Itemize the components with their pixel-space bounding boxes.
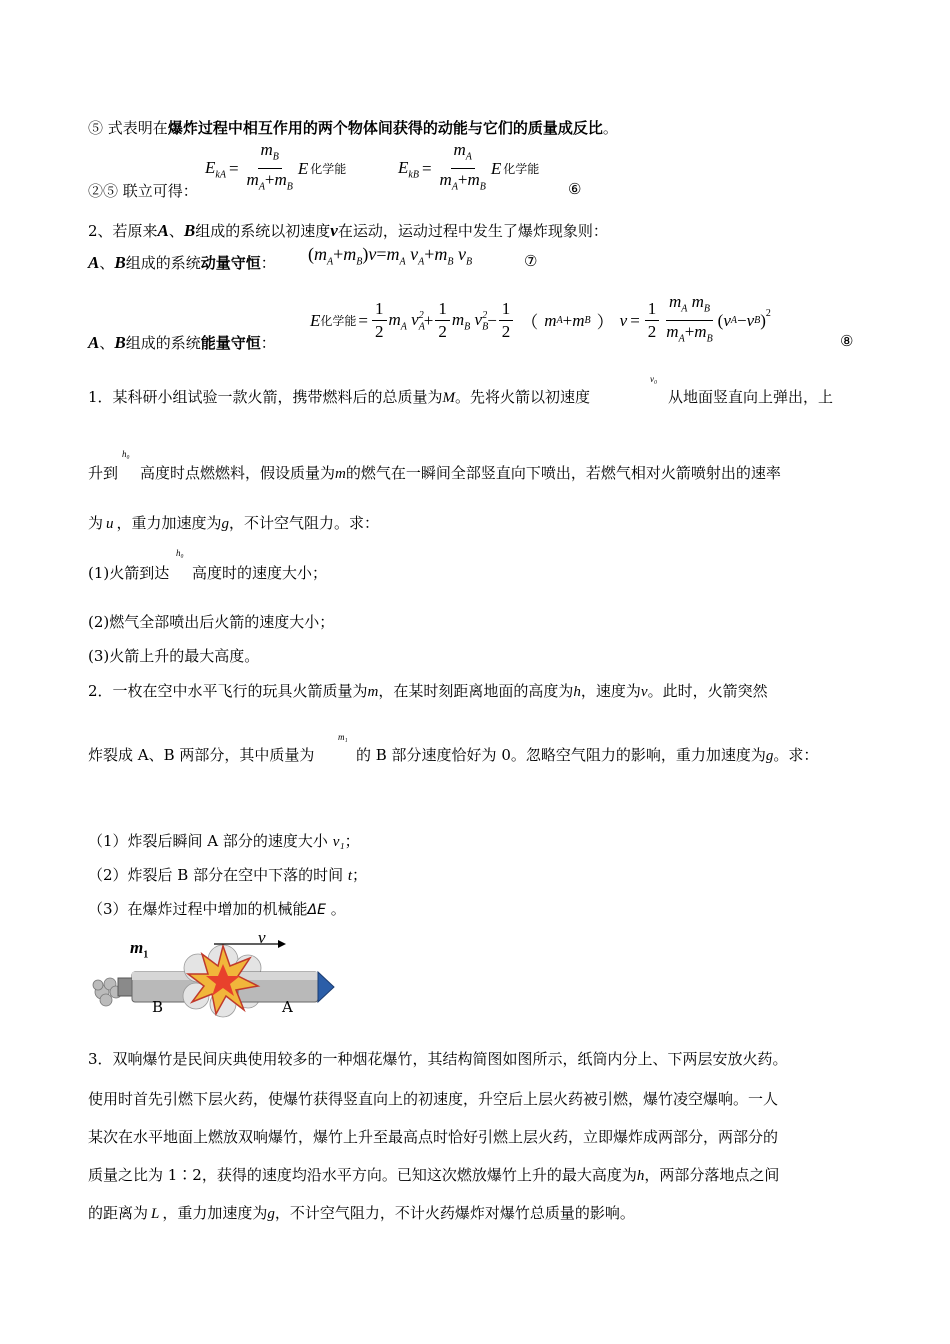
- energy-line: A、B组成的系统能量守恒：: [88, 333, 276, 352]
- q1-sub1: (1)火箭到达: [88, 564, 170, 582]
- q2-sub1: （1）炸裂后瞬间 A 部分的速度大小 v₁；: [88, 832, 360, 850]
- q1-h0: h₀: [122, 449, 130, 459]
- rocket-explosion-illustration: [88, 930, 348, 1020]
- q1-line1: 1．某科研小组试验一款火箭，携带燃料后的总质量为M。先将火箭以初速度: [88, 388, 591, 406]
- fig-label-v: v: [258, 928, 266, 947]
- fig-label-A: A: [282, 998, 293, 1016]
- q1-sub1-h0: h₀: [176, 548, 184, 558]
- tag-6: ⑥: [568, 180, 582, 198]
- q1-sub1-end: 高度时的速度大小；: [192, 564, 328, 582]
- fig-label-B: B: [152, 998, 164, 1016]
- q1-sub2: (2)燃气全部喷出后火箭的速度大小；: [88, 613, 335, 631]
- combine-label: ②⑤ 联立可得：: [88, 182, 198, 200]
- q2-sub3: （3）在爆炸过程中增加的机械能ΔE 。: [88, 900, 346, 918]
- q1-line1-end: 从地面竖直向上弹出，上: [668, 388, 834, 406]
- q1-sub3: (3)火箭上升的最大高度。: [88, 647, 260, 665]
- formula-ekb: $E_{kB}$ = $\frac{m_A}{m_A+m_B}$ E 化学能: [398, 140, 540, 193]
- q1-v0: v₀: [650, 374, 658, 384]
- tag-7: ⑦: [524, 252, 538, 270]
- tag-8: ⑧: [840, 332, 854, 350]
- q2-line1: 2．一枚在空中水平飞行的玩具火箭质量为m，在某时刻距离地面的高度为h，速度为v。此时，火箭突然: [88, 682, 768, 700]
- q3-line5: 的距离为 L ，重力加速度为g，不计空气阻力，不计火药爆炸对爆竹总质量的影响。: [88, 1204, 635, 1222]
- q2-sub2: （2）炸裂后 B 部分在空中下落的时间 t；: [88, 866, 368, 884]
- formula-momentum: $(m_A+m_B)v=m_A$ $v_A+m_B$ $v_B$: [308, 244, 473, 268]
- case2-line: 2、若原来A、B组成的系统以初速度v在运动，运动过程中发生了爆炸现象则：: [88, 221, 608, 240]
- q1-line2: 升到: [88, 464, 119, 482]
- eq5-statement: ⑤ 式表明在爆炸过程中相互作用的两个物体间获得的动能与它们的质量成反比。: [88, 119, 618, 137]
- fig-label-m1: $m_1$: [130, 938, 149, 961]
- q3-line3: 某次在水平地面上燃放双响爆竹，爆竹上升至最高点时恰好引燃上层火药，立即爆炸成两部分，两部分的: [88, 1128, 779, 1146]
- q2-m1: m₁: [338, 732, 348, 742]
- q2-line2: 炸裂成 A、B 两部分，其中质量为: [88, 746, 315, 764]
- formula-eka: $E_{kA}$ = $\frac{m_B}{m_A+m_B}$ E 化学能: [205, 140, 347, 193]
- formula-energy: E 化学能 = $\frac{1}{2}$ $m_A$ $v_A^2$ + $\frac{1}{2}$ $m_B$ $v_B^2$ − $\frac{1}{2}$ （ m A + m B ） v = $\frac{1}{2}$ $\frac{m_A m_B}{m_A+m_B}$ ( v A − v B ) $^2$: [310, 292, 771, 345]
- q3-line4: 质量之比为 1∶2，获得的速度均沿水平方向。已知这次燃放爆竹上升的最大高度为h，两部分落地点之间: [88, 1166, 780, 1184]
- q1-line2-rest: 高度时点燃燃料，假设质量为m的燃气在一瞬间全部竖直向下喷出，若燃气相对火箭喷射出的速率: [140, 464, 781, 482]
- q2-line2-rest: 的 B 部分速度恰好为 0。忽略空气阻力的影响，重力加速度为g。求：: [356, 746, 819, 764]
- q3-line1: 3．双响爆竹是民间庆典使用较多的一种烟花爆竹，其结构简图如图所示，纸筒内分上、下两层安放火药。: [88, 1050, 788, 1068]
- momentum-line: A、B组成的系统动量守恒：: [88, 253, 276, 272]
- rocket-figure: [88, 930, 348, 1020]
- q3-line2: 使用时首先引燃下层火药，使爆竹获得竖直向上的初速度，升空后上层火药被引燃，爆竹凌空爆响。一人: [88, 1090, 779, 1108]
- q1-line3: 为 u ，重力加速度为g，不计空气阻力。求：: [88, 514, 380, 532]
